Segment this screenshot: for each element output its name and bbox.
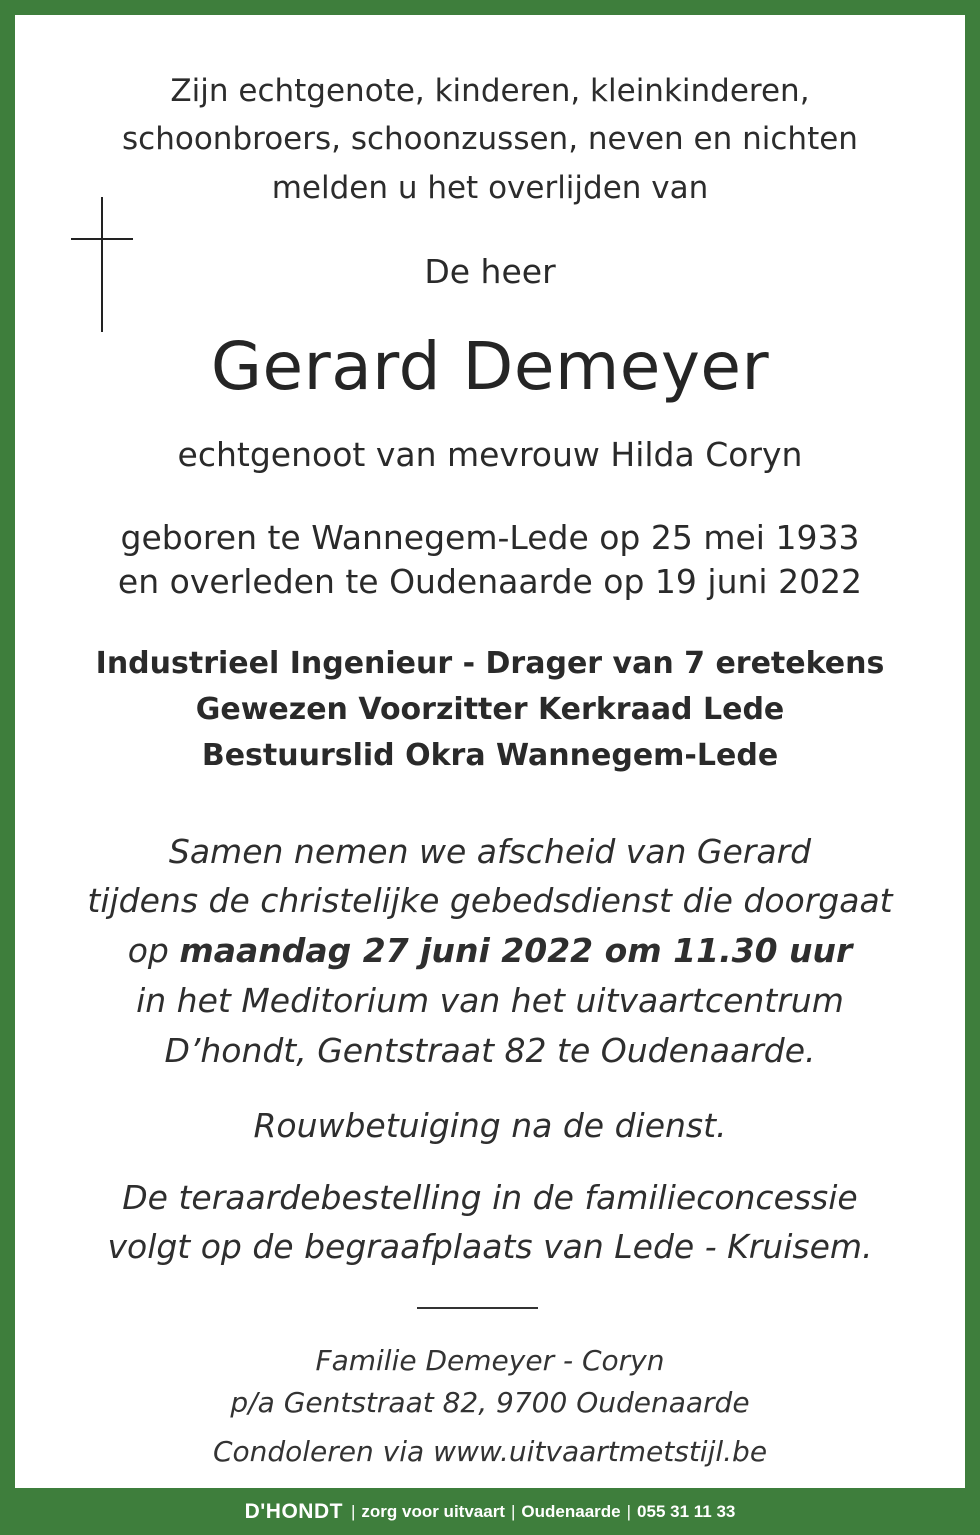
footer-tagline: zorg voor uitvaart: [361, 1501, 505, 1521]
latin-cross-icon-bar: [71, 238, 133, 240]
intro-line-3: melden u het overlijden van: [271, 170, 709, 206]
signature-condole-link[interactable]: Condoleren via www.uitvaartmetstijl.be: [212, 1435, 768, 1468]
obituary-card: [15, 15, 965, 1488]
condolence-note: Rouwbetuiging na de dienst.: [253, 1106, 727, 1145]
divider: [417, 1307, 538, 1309]
honor-line-3: Bestuurslid Okra Wannegem-Lede: [201, 738, 779, 773]
funeral-home-logo: D'HONDT: [244, 1499, 343, 1523]
birth-line: geboren te Wannegem-Lede op 25 mei 1933: [120, 518, 860, 557]
honor-line-1: Industrieel Ingenieur - Drager van 7 eretekens: [95, 646, 885, 681]
service-date: maandag 27 juni 2022 om 11.30 uur: [179, 931, 853, 970]
signature-address: p/a Gentstraat 82, 9700 Oudenaarde: [230, 1386, 750, 1419]
service-line-3: [15, 931, 965, 970]
intro-line-1: Zijn echtgenote, kinderen, kleinkinderen,: [170, 73, 810, 109]
service-line-2: tijdens de christelijke gebedsdienst die doorgaat: [87, 881, 893, 920]
footer-separator: |: [350, 1501, 356, 1521]
footer-separator: |: [510, 1501, 516, 1521]
footer-phone: 055 31 11 33: [637, 1501, 736, 1521]
service-line-1: Samen nemen we afscheid van Gerard: [168, 832, 812, 871]
burial-line-2: volgt op de begraafplaats van Lede - Kruisem.: [107, 1227, 873, 1266]
intro-line-2: schoonbroers, schoonzussen, neven en nichten: [122, 121, 858, 157]
footer-separator: |: [626, 1501, 632, 1521]
deceased-name: Gerard Demeyer: [210, 328, 770, 405]
death-line: en overleden te Oudenaarde op 19 juni 2022: [117, 562, 863, 601]
funeral-home-footer: [0, 1488, 980, 1535]
spouse-line: echtgenoot van mevrouw Hilda Coryn: [177, 435, 803, 474]
service-line-5: D’hondt, Gentstraat 82 te Oudenaarde.: [164, 1031, 816, 1070]
honor-line-2: Gewezen Voorzitter Kerkraad Lede: [195, 692, 785, 727]
burial-line-1: De teraardebestelling in de familieconcessie: [122, 1178, 858, 1217]
honorific: De heer: [424, 252, 556, 291]
service-date-prefix: op: [127, 931, 180, 970]
service-line-4: in het Meditorium van het uitvaartcentrum: [136, 981, 844, 1020]
footer-city: Oudenaarde: [521, 1501, 621, 1521]
signature-family: Familie Demeyer - Coryn: [315, 1344, 665, 1377]
